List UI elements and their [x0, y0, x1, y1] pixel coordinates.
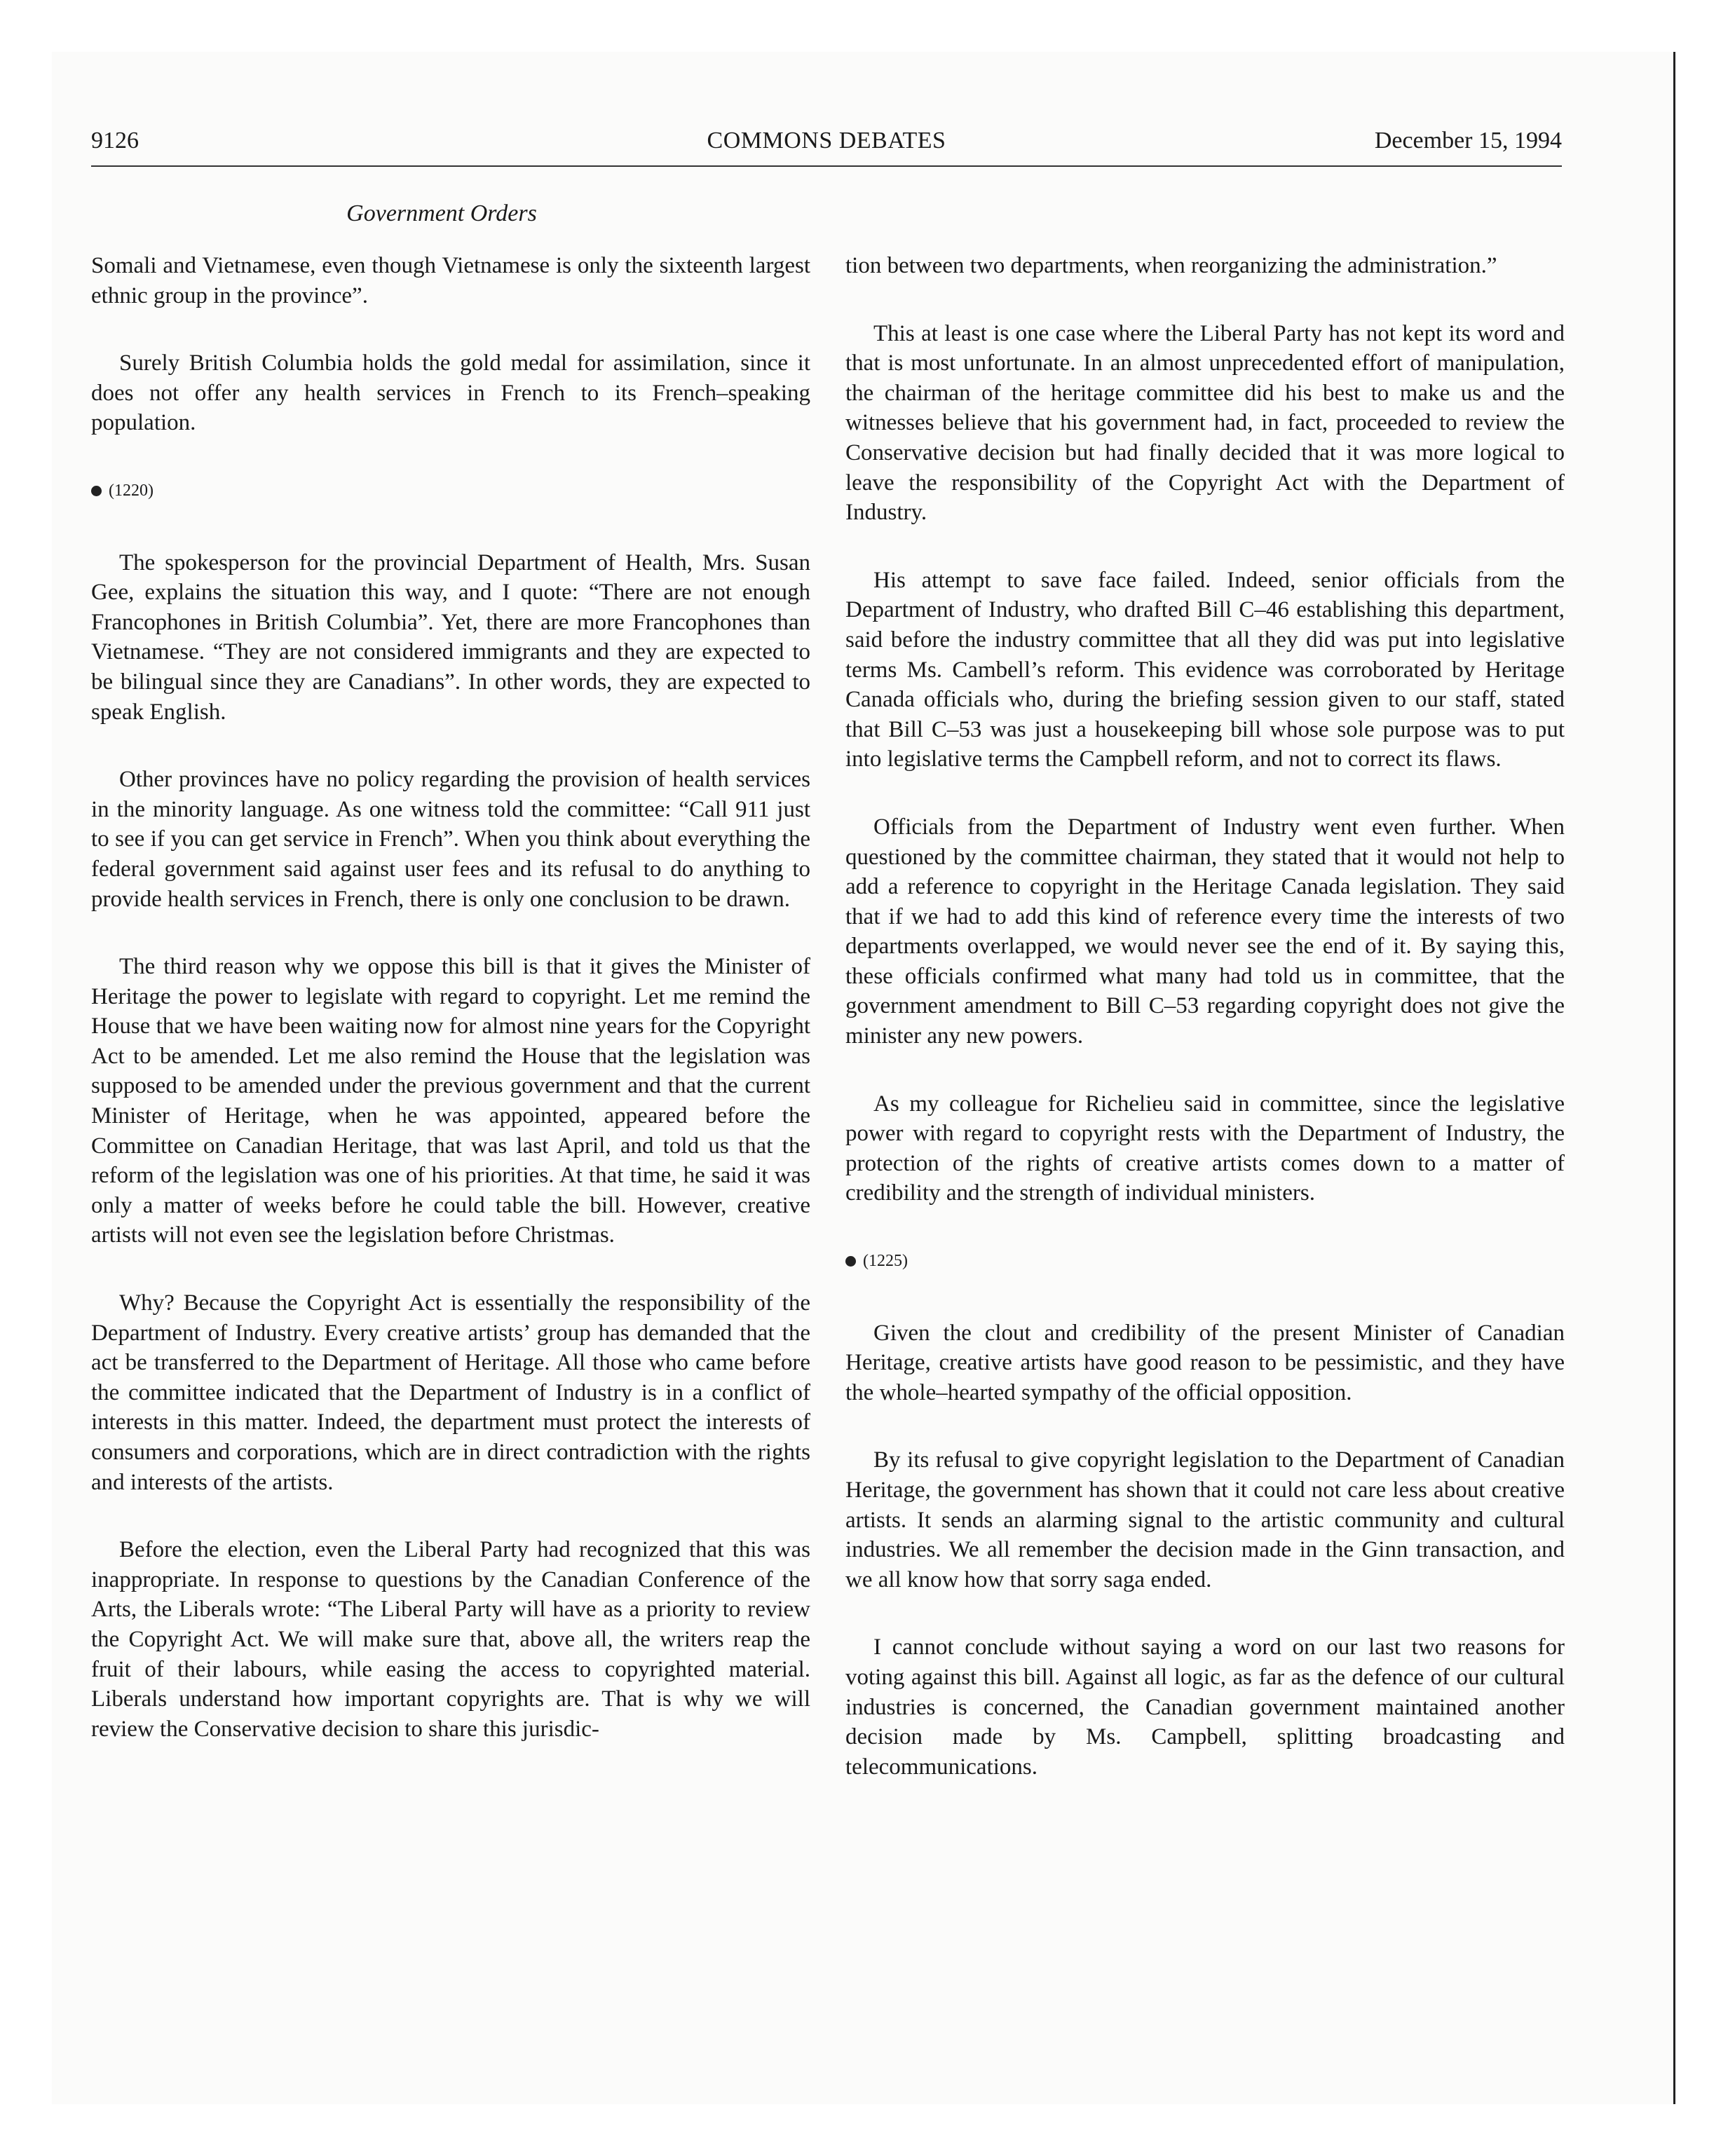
paragraph: tion between two departments, when reorganizing the administration.”	[845, 253, 1497, 278]
time-marker-text: (1225)	[863, 1252, 908, 1271]
paragraph: As my colleague for Richelieu said in committee, since the legislative power with regard to copyright rests with the Department of Industry, the protection of the rights of creative artists comes down to a matter of credibility and the strength of individual ministers.	[845, 1091, 1565, 1206]
paragraph: This at least is one case where the Liberal Party has not kept its word and that is most unfortunate. In an almost unprecedented effort of manipulation, the chairman of the heritage committee did his best to make us and the witnesses believe that his government had, in fact, proceeded to review the Conservative decision but had finally decided that it was more logical to leave the responsibility of the Copyright Act with the Department of Industry.	[845, 320, 1565, 526]
publication-date: December 15, 1994	[1374, 128, 1562, 153]
paragraph: Somali and Vietnamese, even though Vietnamese is only the sixteenth largest ethnic group in the province”.	[91, 253, 810, 308]
paragraph: Before the election, even the Liberal Party had recognized that this was inappropriate. In response to questions by the Canadian Conference of the Arts, the Liberals wrote: “The Liberal Party will have as a priority to review the Copyright Act. We will make sure that, above all, the writers reap the fruit of their labours, while easing the access to copyrighted material. Liberals understand how important copyrights are. That is why we will review the Conservative decision to share this jurisdic-	[91, 1537, 810, 1742]
time-marker	[845, 1246, 1565, 1276]
time-marker-text: (1220)	[109, 481, 154, 500]
bullet-icon	[91, 486, 102, 496]
time-marker	[91, 476, 810, 506]
paragraph: The third reason why we oppose this bill is that it gives the Minister of Heritage the power to legislate with regard to copyright. Let me remind the House that we have been waiting now for almost nine years for the Copyright Act to be amended. Let me also remind the House that the legislation was supposed to be amended under the previous government and that the current Minister of Heritage, when he was appointed, appeared before the Committee on Canadian Heritage, that was last April, and told us that the reform of the legislation was one of his priorities. At that time, he said it was only a matter of weeks before he could table the bill. However, creative artists will not even see the legislation before Christmas.	[91, 954, 810, 1248]
publication-title: COMMONS DEBATES	[707, 128, 946, 153]
section-title: Government Orders	[346, 200, 537, 226]
paragraph: His attempt to save face failed. Indeed, senior officials from the Department of Industry, who drafted Bill C–46 establishing this department, said before the industry committee that all they did was put into legislative terms Ms. Cambell’s reform. This evidence was corroborated by Heritage Canada officials who, during the briefing session given to our staff, stated that Bill C–53 was just a housekeeping bill whose sole purpose was to put into legislative terms the Campbell reform, and not to correct its flaws.	[845, 567, 1565, 772]
paragraph: Officials from the Department of Industry went even further. When questioned by the committee chairman, they stated that it would not help to add a reference to copyright in the Heritage Canada legislation. They said that if we had to add this kind of reference every time the interests of two departments overlapped, we would never see the end of it. By saying this, these officials confirmed what many had told us in committee, that the government amendment to Bill C–53 regarding copyright does not give the minister any new powers.	[845, 814, 1565, 1049]
paragraph: By its refusal to give copyright legislation to the Department of Canadian Heritage, the government has shown that it could not care less about creative artists. It sends an alarming signal to the artistic community and cultural industries. We all remember the decision made in the Ginn transaction, and we all know how that sorry saga ended.	[845, 1447, 1565, 1592]
paragraph: Other provinces have no policy regarding the provision of health services in the minority language. As one witness told the committee: “Call 911 just to see if you can get service in French”. When you think about everything the federal government said against user fees and its refusal to do anything to provide health services in French, there is only one conclusion to be drawn.	[91, 767, 810, 912]
bullet-icon	[845, 1256, 856, 1267]
paragraph: Surely British Columbia holds the gold medal for assimilation, since it does not offer any health services in French to its French–speaking population.	[91, 350, 810, 436]
right-column	[845, 251, 1565, 1820]
paragraph: I cannot conclude without saying a word on our last two reasons for voting against this bill. Against all logic, as far as the defence of our cultural industries is concerned, the Canadian government maintained another decision made by Ms. Campbell, splitting broadcasting and telecommunications.	[845, 1635, 1565, 1780]
paragraph: Why? Because the Copyright Act is essentially the responsibility of the Department of Industry. Every creative artists’ group has demanded that the act be transferred to the Department of Heritage. All those who came before the committee indicated that the Department of Industry is in a conflict of interests in this matter. Indeed, the department must protect the interests of consumers and corporations, which are in direct contradiction with the rights and interests of the artists.	[91, 1290, 810, 1495]
paragraph: The spokesperson for the provincial Department of Health, Mrs. Susan Gee, explains the situation this way, and I quote: “There are not enough Francophones in British Columbia”. Yet, there are more Francophones than Vietnamese. “They are not considered immigrants and they are expected to be bilingual since they are Canadians”. In other words, they are expected to speak English.	[91, 550, 810, 725]
left-column	[91, 251, 810, 1782]
page-number: 9126	[91, 128, 139, 153]
page-header	[91, 128, 1562, 167]
paragraph: Given the clout and credibility of the present Minister of Canadian Heritage, creative artists have good reason to be pessimistic, and they have the whole–hearted sympathy of the official opposition.	[845, 1320, 1565, 1405]
